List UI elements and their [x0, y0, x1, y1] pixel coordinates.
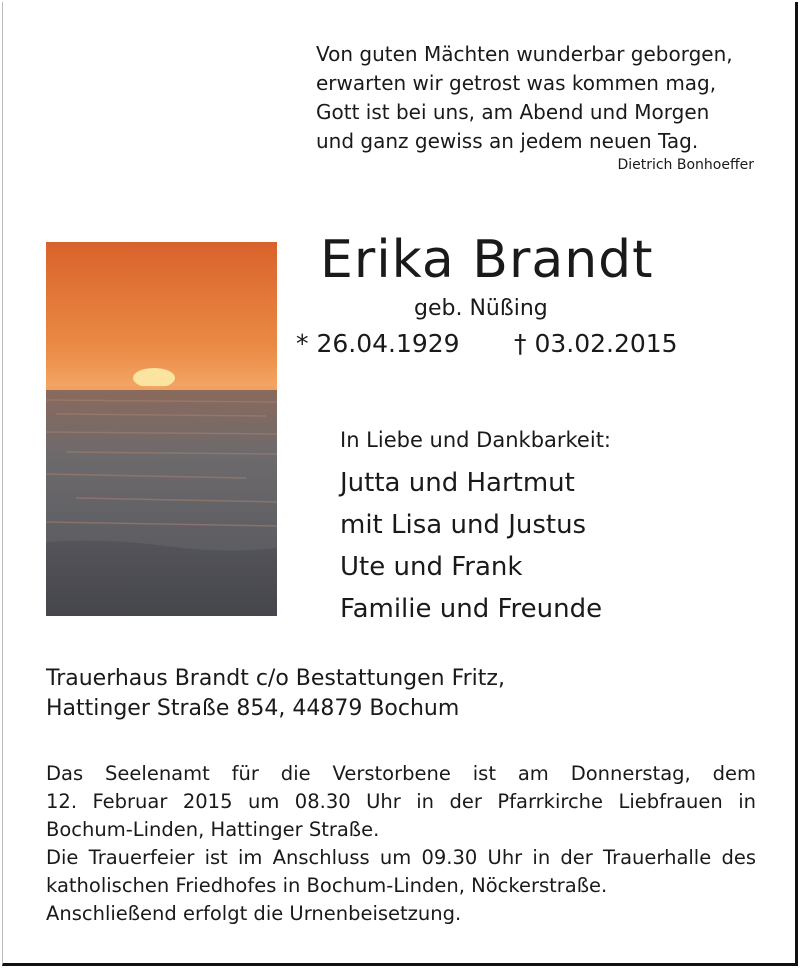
service-line: Das Seelenamt für die Verstorbene ist am Donnerstag, dem: [46, 762, 756, 785]
quote-author: Dietrich Bonhoeffer: [617, 157, 754, 173]
birth-date: * 26.04.1929: [296, 329, 460, 358]
quote-line: Von guten Mächten wunderbar geborgen,: [316, 42, 733, 66]
deceased-name: Erika Brandt: [320, 230, 654, 290]
service-details: [46, 760, 756, 928]
mourner-name: Jutta und Hartmut: [340, 468, 575, 498]
service-line: Anschließend erfolgt die Urnenbeisetzung.: [46, 902, 462, 925]
bonhoeffer-quote: [316, 40, 756, 156]
service-line: katholischen Friedhofes in Bochum-Linden, Nöckerstraße.: [46, 874, 608, 897]
quote-line: Gott ist bei uns, am Abend und Morgen: [316, 100, 710, 124]
mourner-name: Ute und Frank: [340, 552, 523, 582]
mourners-intro: In Liebe und Dankbarkeit:: [340, 428, 612, 452]
address-line: Trauerhaus Brandt c/o Bestattungen Fritz,: [46, 666, 505, 691]
service-line: Bochum-Linden, Hattinger Straße.: [46, 818, 380, 841]
quote-line: erwarten wir getrost was kommen mag,: [316, 71, 717, 95]
mourning-house-address: [46, 664, 505, 724]
address-line: Hattinger Straße 854, 44879 Bochum: [46, 696, 460, 721]
sunset-photo: [46, 242, 277, 616]
death-date: † 03.02.2015: [514, 329, 678, 358]
quote-line: und ganz gewiss an jedem neuen Tag.: [316, 129, 699, 153]
service-line: 12. Februar 2015 um 08.30 Uhr in der Pfarrkirche Liebfrauen in: [46, 790, 756, 813]
mourner-name: mit Lisa und Justus: [340, 510, 587, 540]
mourners-list: [340, 462, 602, 630]
service-line: Die Trauerfeier ist im Anschluss um 09.30 Uhr in der Trauerhalle des: [46, 846, 756, 869]
maiden-name: geb. Nüßing: [414, 296, 548, 321]
mourner-name: Familie und Freunde: [340, 594, 603, 624]
